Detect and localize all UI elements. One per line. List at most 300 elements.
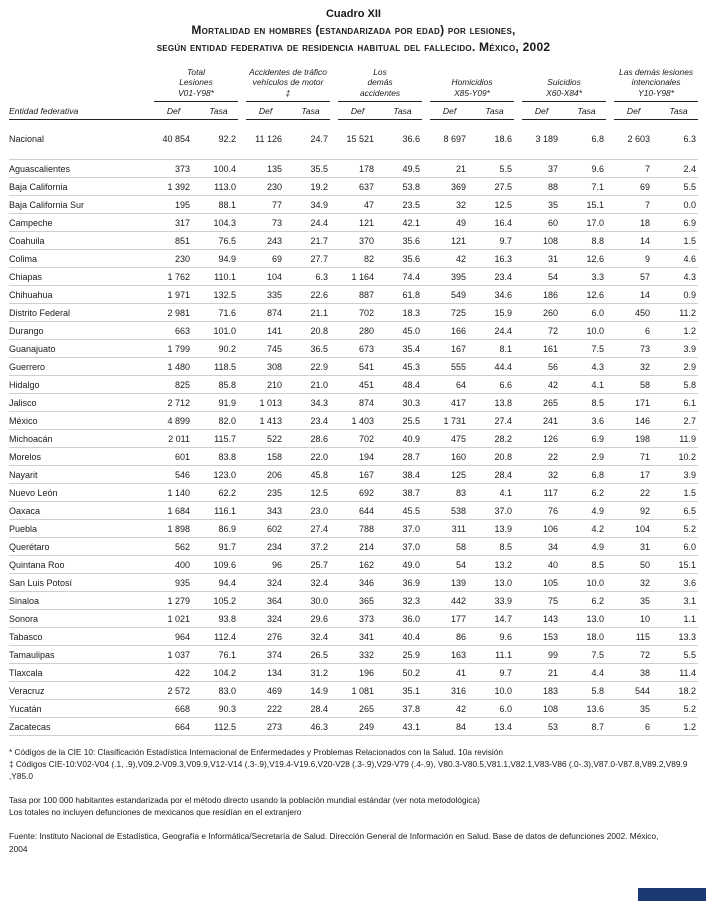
entity-name-cell: Querétaro [9,537,154,555]
def-value-cell: 601 [154,447,199,465]
entity-name-cell: Distrito Federal [9,303,154,321]
def-value-cell: 692 [338,483,383,501]
def-value-cell: 18 [614,213,659,231]
column-gap [606,699,614,717]
def-value-cell: 40 854 [162,133,190,144]
tasa-value-cell: 35.6 [383,231,422,249]
def-value-cell: 664 [154,717,199,735]
def-value-cell: 788 [338,519,383,537]
def-value-cell: 195 [154,195,199,213]
tasa-value-cell: 23.4 [291,411,330,429]
def-value-cell: 7 [614,195,659,213]
def-value-cell: 14 [614,285,659,303]
tasa-column-header: Tasa [475,101,514,119]
tasa-value-cell: 12.6 [567,249,606,267]
column-gap [606,375,614,393]
tasa-value-cell: 24.7 [310,133,329,144]
entity-name-cell: Baja California Sur [9,195,154,213]
tasa-value-cell: 1.5 [659,483,698,501]
def-value-cell: 400 [154,555,199,573]
column-gap [606,663,614,681]
def-value-cell: 76 [522,501,567,519]
column-gap [422,717,430,735]
tasa-value-cell: 94.9 [199,249,238,267]
table-row [9,303,698,321]
column-gap [422,195,430,213]
column-group-label [246,67,330,101]
tasa-value-cell: 10.0 [475,681,514,699]
column-gap [422,429,430,447]
def-value-cell: 538 [430,501,475,519]
def-value-cell: 143 [522,609,567,627]
def-value-cell: 324 [246,609,291,627]
tasa-value-cell: 17.0 [567,213,606,231]
def-value-cell: 249 [338,717,383,735]
tasa-value-cell: 8.5 [567,555,606,573]
def-value-cell: 311 [430,519,475,537]
table-row [9,663,698,681]
def-value-cell: 108 [522,699,567,717]
def-value-cell: 32 [614,573,659,591]
def-value-cell: 64 [430,375,475,393]
def-value-cell: 6 [614,717,659,735]
def-value-cell: 702 [338,429,383,447]
tasa-value-cell: 71.6 [199,303,238,321]
column-group-header-row [9,67,698,101]
def-value-cell: 230 [246,177,291,195]
column-gap [606,645,614,663]
entity-name-cell: Guanajuato [9,339,154,357]
column-gap [514,717,522,735]
tasa-value-cell: 6.1 [659,393,698,411]
tasa-value-cell: 5.2 [659,699,698,717]
def-value-cell: 745 [246,339,291,357]
def-value-cell: 72 [614,645,659,663]
def-value-cell: 7 [614,159,659,177]
column-gap [422,339,430,357]
column-gap [514,159,522,177]
column-gap [606,717,614,735]
tasa-value-cell: 13.2 [475,555,514,573]
def-value-cell: 374 [246,645,291,663]
def-value-cell: 874 [246,303,291,321]
column-gap [422,375,430,393]
tasa-value-cell: 5.8 [659,375,698,393]
tasa-value-cell: 11.1 [475,645,514,663]
def-value-cell: 2 603 [627,133,651,144]
tasa-value-cell: 15.1 [659,555,698,573]
tasa-value-cell: 36.6 [402,133,421,144]
def-value-cell: 198 [614,429,659,447]
table-row [9,537,698,555]
column-gap [514,447,522,465]
def-value-cell: 54 [430,555,475,573]
column-gap [330,213,338,231]
tasa-value-cell: 35.5 [291,159,330,177]
column-gap [238,483,246,501]
column-gap [330,375,338,393]
table-row [9,267,698,285]
column-gap [422,483,430,501]
def-column-header: Def [430,101,475,119]
tasa-value-cell: 3.9 [659,465,698,483]
def-value-cell: 10 [614,609,659,627]
tasa-value-cell: 34.9 [291,195,330,213]
entity-name-cell: Yucatán [9,699,154,717]
column-group-label-line: demás [367,77,393,88]
entity-name-cell: Tlaxcala [9,663,154,681]
entity-name-cell: Durango [9,321,154,339]
tasa-value-cell: 45.3 [383,357,422,375]
tasa-value-cell: 123.0 [199,465,238,483]
tasa-value-cell: 36.5 [291,339,330,357]
tasa-value-cell: 25.5 [383,411,422,429]
def-value-cell: 21 [430,159,475,177]
table-header [9,67,698,119]
tasa-value-cell: 112.4 [199,627,238,645]
def-value-cell: 364 [246,591,291,609]
def-value-cell: 234 [246,537,291,555]
column-gap [330,101,338,119]
def-value-cell: 1 164 [338,267,383,285]
table-row [9,501,698,519]
tasa-value-cell: 29.6 [291,609,330,627]
tasa-value-cell: 88.1 [199,195,238,213]
def-value-cell: 57 [614,267,659,285]
column-gap [238,447,246,465]
column-gap [238,177,246,195]
column-group-label-line: vehículos de motor [252,77,324,88]
def-value-cell: 69 [614,177,659,195]
tasa-value-cell: 132.5 [199,285,238,303]
entity-name-cell: Michoacán [9,429,154,447]
def-value-cell: 183 [522,681,567,699]
column-gap [606,681,614,699]
tasa-value-cell: 21.7 [291,231,330,249]
column-gap [606,465,614,483]
def-value-cell: 171 [614,393,659,411]
tasa-value-cell: 7.1 [567,177,606,195]
def-value-cell: 210 [246,375,291,393]
def-value-cell: 31 [614,537,659,555]
def-value-cell: 22 [522,447,567,465]
def-value-cell: 316 [430,681,475,699]
column-gap [238,303,246,321]
entity-name-cell: Campeche [9,213,154,231]
entity-name-cell: Tabasco [9,627,154,645]
table-row [9,339,698,357]
tasa-value-cell: 45.8 [291,465,330,483]
column-gap [514,663,522,681]
def-value-cell: 134 [246,663,291,681]
entity-name-cell: Veracruz [9,681,154,699]
tasa-value-cell: 50.2 [383,663,422,681]
tasa-value-cell: 5.5 [659,645,698,663]
tasa-value-cell: 44.4 [475,357,514,375]
def-value-cell: 1 684 [154,501,199,519]
tasa-value-cell: 9.7 [475,231,514,249]
table-title-line1: Mortalidad en hombres (estandarizada por edad) por lesiones, [191,23,516,37]
tasa-value-cell: 83.8 [199,447,238,465]
tasa-value-cell: 42.1 [383,213,422,231]
def-value-cell: 38 [614,663,659,681]
tasa-value-cell: 61.8 [383,285,422,303]
def-value-cell: 874 [338,393,383,411]
tasa-value-cell: 109.6 [199,555,238,573]
column-gap [606,231,614,249]
def-value-cell: 450 [614,303,659,321]
def-value-cell: 851 [154,231,199,249]
column-gap [514,483,522,501]
tasa-value-cell: 27.5 [475,177,514,195]
def-value-cell: 186 [522,285,567,303]
tasa-value-cell: 35.1 [383,681,422,699]
tasa-value-cell: 112.5 [199,717,238,735]
def-value-cell: 442 [430,591,475,609]
tasa-value-cell: 4.9 [567,501,606,519]
def-value-cell: 160 [430,447,475,465]
tasa-value-cell: 16.4 [475,213,514,231]
mortality-table [9,67,698,736]
tasa-value-cell: 28.4 [475,465,514,483]
def-value-cell: 343 [246,501,291,519]
entity-name-cell: México [9,411,154,429]
def-value-cell: 230 [154,249,199,267]
column-gap [238,267,246,285]
tasa-value-cell: 34.6 [475,285,514,303]
tasa-value-cell: 83.0 [199,681,238,699]
def-value-cell: 964 [154,627,199,645]
tasa-value-cell: 25.9 [383,645,422,663]
tasa-value-cell: 85.8 [199,375,238,393]
column-group-label [338,67,422,101]
tasa-value-cell: 91.9 [199,393,238,411]
column-gap [238,591,246,609]
tasa-value-cell: 13.8 [475,393,514,411]
tasa-value-cell: 40.4 [383,627,422,645]
entity-name-cell: Colima [9,249,154,267]
column-gap [422,537,430,555]
tasa-value-cell: 4.1 [567,375,606,393]
column-gap [422,411,430,429]
table-row [9,573,698,591]
tasa-value-cell: 35.4 [383,339,422,357]
tasa-value-cell: 49.0 [383,555,422,573]
table-row [9,375,698,393]
def-value-cell: 117 [522,483,567,501]
def-value-cell: 1 413 [246,411,291,429]
column-gap [514,285,522,303]
column-gap [238,375,246,393]
def-value-cell: 546 [154,465,199,483]
entity-name-cell: Guerrero [9,357,154,375]
def-value-cell: 31 [522,249,567,267]
def-value-cell: 196 [338,663,383,681]
tasa-value-cell: 28.6 [291,429,330,447]
column-gap [422,465,430,483]
def-value-cell: 15 521 [346,133,375,144]
tasa-value-cell: 9.7 [475,663,514,681]
def-value-cell: 58 [614,375,659,393]
def-value-cell: 8 697 [443,133,467,144]
def-column-header: Def [614,101,659,119]
table-row [9,285,698,303]
column-gap [330,411,338,429]
entity-name-cell: Sinaloa [9,591,154,609]
def-value-cell: 53 [522,717,567,735]
column-group-label [154,67,238,101]
column-gap [606,591,614,609]
tasa-value-cell: 22.0 [291,447,330,465]
column-gap [330,681,338,699]
tasa-value-cell: 6.9 [659,213,698,231]
column-gap [422,267,430,285]
def-value-cell: 417 [430,393,475,411]
def-value-cell: 341 [338,627,383,645]
def-column-header: Def [338,101,383,119]
column-gap [422,321,430,339]
tasa-value-cell: 48.4 [383,375,422,393]
def-value-cell: 346 [338,573,383,591]
tasa-value-cell: 101.0 [199,321,238,339]
def-column-header: Def [522,101,567,119]
tasa-value-cell: 10.2 [659,447,698,465]
column-gap [330,519,338,537]
footnote-dagger: ‡ Códigos CIE-10:V02-V04 (.1, .9),V09.2-V09.3,V09.9,V12-V14 (.3-.9),V19.4-V19.6,V20-V28 (.3-.9),V29-V79 (.4-.9), V80.3-V80.5,V81.1,V82.1,V83-V86 (.0-.3),V87.0-V87.8,V89.2,V89.9 ,Y85.0 [9,759,688,781]
column-gap [606,501,614,519]
tasa-value-cell: 113.0 [199,177,238,195]
column-gap [422,213,430,231]
tasa-value-cell: 49.5 [383,159,422,177]
entity-name-cell: Aguascalientes [9,159,154,177]
tasa-value-cell: 105.2 [199,591,238,609]
tasa-value-cell: 5.5 [659,177,698,195]
tasa-value-cell: 9.6 [567,159,606,177]
column-gap [514,249,522,267]
tasa-value-cell: 62.2 [199,483,238,501]
column-gap [238,699,246,717]
tasa-value-cell: 5.8 [567,681,606,699]
def-value-cell: 1 140 [154,483,199,501]
def-value-cell: 887 [338,285,383,303]
column-gap [330,609,338,627]
tasa-value-cell: 27.4 [475,411,514,429]
tasa-value-cell: 6.3 [291,267,330,285]
tasa-value-cell: 30.3 [383,393,422,411]
def-value-cell: 317 [154,213,199,231]
def-value-cell: 1 021 [154,609,199,627]
column-gap [422,645,430,663]
entity-name-cell: Chihuahua [9,285,154,303]
column-gap [330,573,338,591]
tasa-value-cell: 26.5 [291,645,330,663]
def-value-cell: 370 [338,231,383,249]
def-value-cell: 214 [338,537,383,555]
column-gap [514,119,522,159]
column-group-label-line: Las demás lesiones [619,67,694,77]
table-row [9,177,698,195]
tasa-value-cell: 40.9 [383,429,422,447]
def-value-cell: 42 [430,699,475,717]
tasa-value-cell: 6.8 [567,465,606,483]
tasa-value-cell: 15.1 [567,195,606,213]
entity-name-cell: Quintana Roo [9,555,154,573]
def-value-cell: 637 [338,177,383,195]
column-gap [514,101,522,119]
column-group-label-line: Suicidios [547,77,581,88]
def-value-cell: 84 [430,717,475,735]
tasa-value-cell: 22.6 [291,285,330,303]
column-gap [606,411,614,429]
entity-name-cell: Baja California [9,177,154,195]
column-gap [606,429,614,447]
def-value-cell: 11 126 [255,133,283,144]
def-value-cell: 1 971 [154,285,199,303]
def-value-cell: 522 [246,429,291,447]
tasa-value-cell: 104.3 [199,213,238,231]
def-value-cell: 178 [338,159,383,177]
tasa-value-cell: 13.0 [567,609,606,627]
def-value-cell: 241 [522,411,567,429]
column-gap [606,627,614,645]
column-gap [514,537,522,555]
column-gap [514,699,522,717]
note-totals: Los totales no incluyen defunciones de mexicanos que residían en el extranjero [9,807,302,818]
column-gap [330,339,338,357]
def-value-cell: 54 [522,267,567,285]
tasa-value-cell: 33.9 [475,591,514,609]
tasa-value-cell: 37.0 [383,519,422,537]
column-gap [330,177,338,195]
def-value-cell: 1 799 [154,339,199,357]
table-row [9,411,698,429]
tasa-value-cell: 4.3 [567,357,606,375]
def-value-cell: 673 [338,339,383,357]
tasa-value-cell: 15.9 [475,303,514,321]
column-group-label [522,67,606,101]
column-gap [606,249,614,267]
column-gap [238,465,246,483]
column-gap [606,555,614,573]
def-value-cell: 41 [430,663,475,681]
def-value-cell: 644 [338,501,383,519]
column-gap [514,303,522,321]
tasa-value-cell: 32.4 [291,573,330,591]
column-gap [606,67,614,101]
table-row [9,645,698,663]
tasa-value-cell: 18.0 [567,627,606,645]
tasa-value-cell: 37.0 [383,537,422,555]
def-value-cell: 73 [614,339,659,357]
tasa-value-cell: 1.2 [659,321,698,339]
column-gap [422,393,430,411]
tasa-value-cell: 115.7 [199,429,238,447]
tasa-value-cell: 10.0 [567,321,606,339]
table-row [9,681,698,699]
tasa-value-cell: 9.6 [475,627,514,645]
entity-name-cell: San Luis Potosí [9,573,154,591]
tasa-value-cell: 28.4 [291,699,330,717]
tasa-value-cell: 6.6 [475,375,514,393]
column-gap [422,67,430,101]
column-gap [238,285,246,303]
def-value-cell: 265 [522,393,567,411]
tasa-value-cell: 110.1 [199,267,238,285]
def-value-cell: 4 899 [154,411,199,429]
tasa-value-cell: 6.2 [567,591,606,609]
tasa-value-cell: 20.8 [475,447,514,465]
table-row [9,195,698,213]
